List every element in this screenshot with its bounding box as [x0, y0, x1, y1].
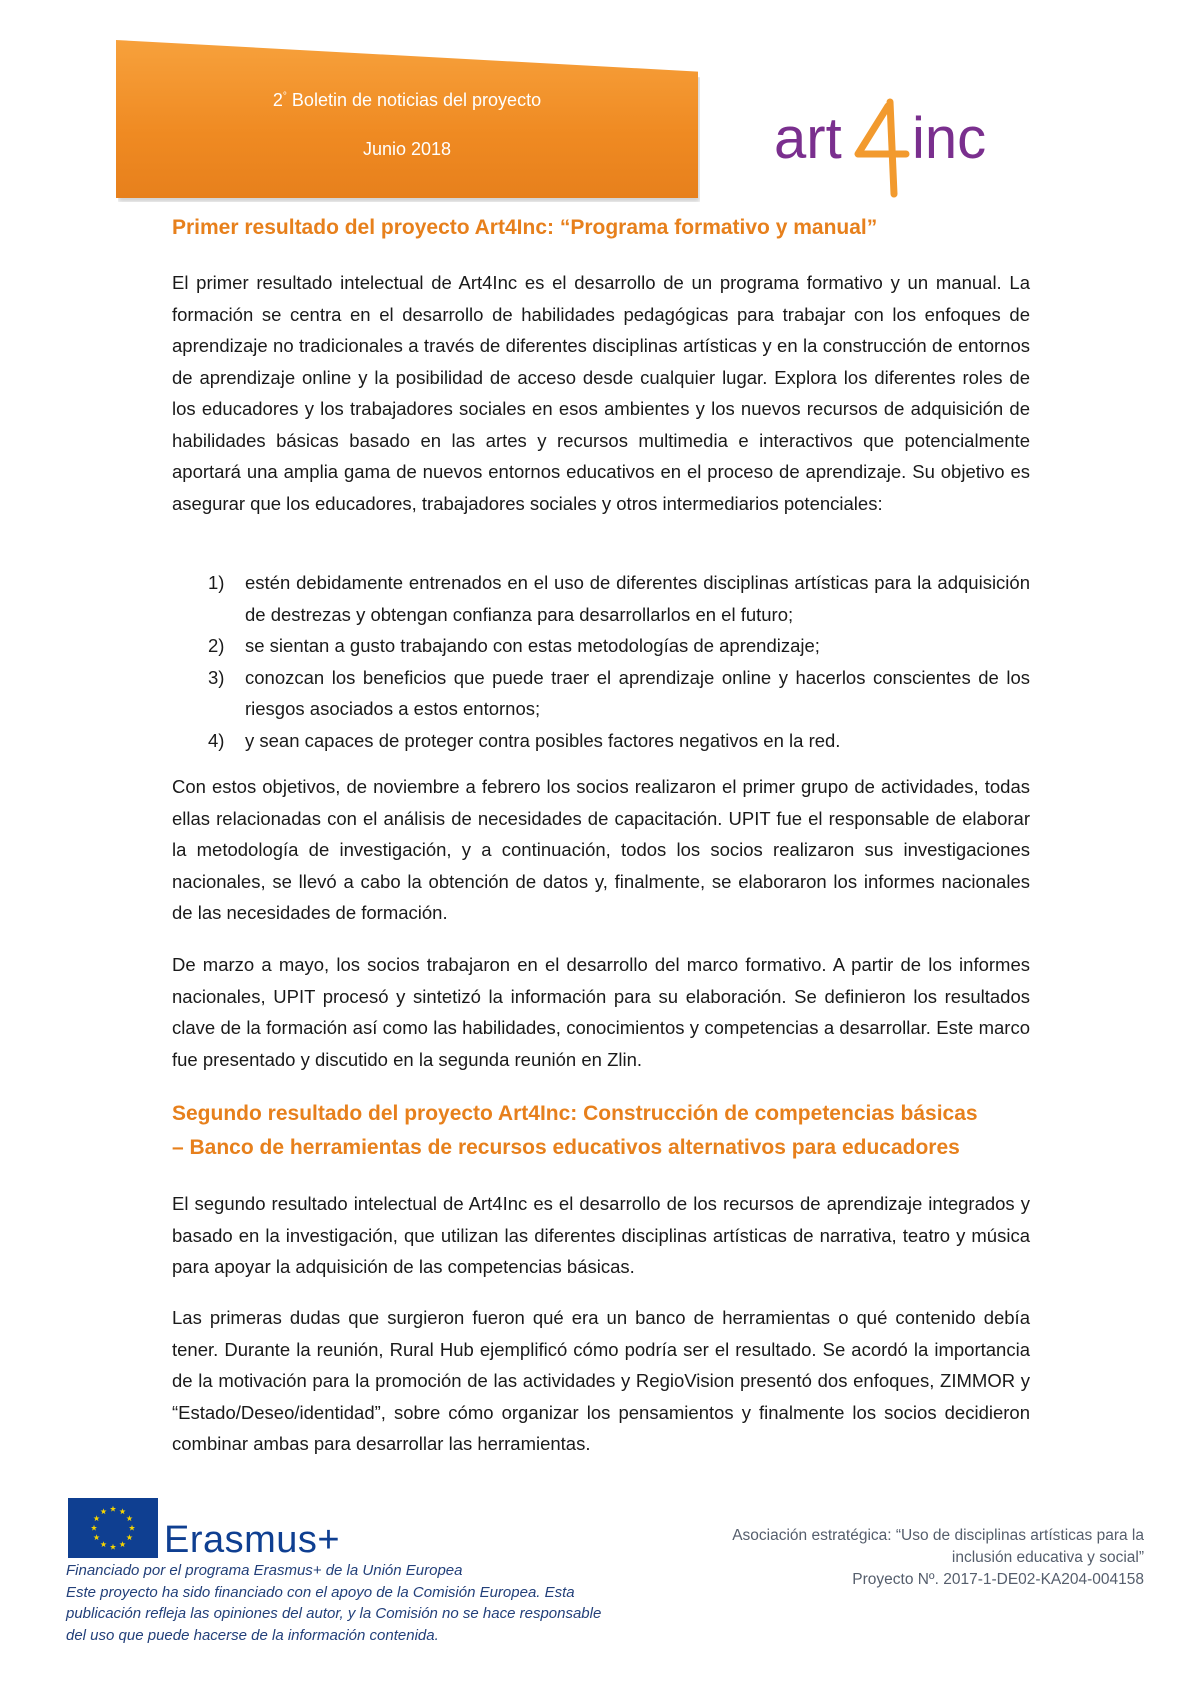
- funding-line: Financiado por el programa Erasmus+ de la Unión Europea: [66, 1562, 463, 1579]
- partnership-line: Asociación estratégica: “Uso de disciplinas artísticas para la: [732, 1527, 1144, 1544]
- partnership-line: inclusión educativa y social”: [951, 1549, 1144, 1566]
- list-item: [172, 567, 1030, 630]
- header-banner: [116, 40, 698, 198]
- section2-paragraph-2: [172, 1302, 1030, 1460]
- section1-intro-text: El primer resultado intelectual de Art4Inc es el desarrollo de un programa formativo y un manual. La formación se centra en el desarrollo de habilidades pedagógicas para trabajar con los enfoques de aprendizaje no tradicionales a través de diferentes disciplinas artísticas y en la construcción de entornos de aprendizaje online y la posibilidad de acceso desde cualquier lugar. Explora los diferentes roles de los educadores y los trabajadores sociales en esos ambientes y los nuevos recursos de adquisición de habilidades básicas basado en las artes y recursos multimedia e interactivos que potencialmente aportará una amplia gama de nuevos entornos educativos en el proceso de aprendizaje. Su objetivo es asegurar que los educadores, trabajadores sociales y otros intermediarios potenciales:: [172, 272, 1030, 514]
- section2-para1-text: El segundo resultado intelectual de Art4Inc es el desarrollo de los recursos de aprendizaje integrados y basado en la investigación, que utilizan las diferentes disciplinas artísticas de narrativa, teatro y música para apoyar la adquisición de las competencias básicas.: [172, 1193, 1030, 1277]
- list-item: [172, 630, 1030, 662]
- list-number: 4): [208, 729, 225, 751]
- objectives-list: [172, 567, 1030, 756]
- funding-disclaimer: [66, 1560, 666, 1646]
- section2-para2-text: Las primeras dudas que surgieron fueron qué era un banco de herramientas o qué contenido debía tener. Durante la reunión, Rural Hub ejemplificó cómo podría ser el resultado. Se acordó la importancia de la motivación para la promoción de las actividades y RegioVision presentó dos enfoques, ZIMMOR y “Estado/Deseo/identidad”, sobre cómo organizar los pensamientos y finalmente los socios decidieron combinar ambas para desarrollar las herramientas.: [172, 1307, 1030, 1454]
- list-number: 2): [208, 635, 225, 656]
- newsletter-title: [116, 86, 698, 111]
- logo-text-art: art: [774, 106, 842, 171]
- eu-flag-icon: [68, 1498, 158, 1558]
- list-text: se sientan a gusto trabajando con estas metodologías de aprendizaje;: [245, 635, 820, 656]
- section2-title-line1: Segundo resultado del proyecto Art4Inc: Construcción de competencias básicas: [172, 1102, 978, 1125]
- funding-line: publicación refleja las opiniones del autor, y la Comisión no se hace responsable: [66, 1605, 602, 1622]
- newsletter-label: Boletin de noticias del proyecto: [286, 90, 542, 110]
- section1-intro: [172, 267, 1030, 519]
- list-text: estén debidamente entrenados en el uso de diferentes disciplinas artísticas para la adquisición de destrezas y obtengan confianza para desarrollarlos en el futuro;: [245, 572, 1030, 625]
- section2-title-line2: – Banco de herramientas de recursos educativos alternativos para educadores: [172, 1136, 960, 1159]
- partnership-info: [640, 1525, 1144, 1591]
- section1-paragraph-3: [172, 949, 1030, 1075]
- section2-paragraph-1: [172, 1188, 1030, 1283]
- section1-para3-text: De marzo a mayo, los socios trabajaron en el desarrollo del marco formativo. A partir de los informes nacionales, UPIT procesó y sintetizó la información para su elaboración. Se definieron los resultados clave de la formación así como las habilidades, conocimientos y competencias a desarrollar. Este marco fue presentado y discutido en la segunda reunión en Zlin.: [172, 954, 1030, 1070]
- newsletter-superscript: °: [282, 91, 287, 102]
- newsletter-date: Junio 2018: [362, 139, 452, 159]
- logo-digit-shape: [858, 102, 906, 194]
- list-text: conozcan los beneficios que puede traer el aprendizaje online y hacerlos conscientes de los riesgos asociados a estos entornos;: [245, 666, 1030, 719]
- funding-line: Este proyecto ha sido financiado con el apoyo de la Comisión Europea. Esta: [66, 1583, 575, 1601]
- erasmus-plus-logo: Erasmus+: [164, 1519, 341, 1561]
- section1-paragraph-2: [172, 771, 1030, 929]
- newsletter-number: 2: [272, 90, 283, 110]
- project-number: Proyecto Nº. 2017-1-DE02-KA204-004158: [852, 1571, 1144, 1588]
- art4inc-logo: [774, 76, 1034, 201]
- list-item: [172, 662, 1030, 725]
- section1-para2-text: Con estos objetivos, de noviembre a febrero los socios realizaron el primer grupo de actividades, todas ellas relacionadas con el análisis de necesidades de capacitación. UPIT fue el responsable de elaborar la metodología de investigación, y a continuación, todos los socios realizaron sus investigaciones nacionales, se llevó a cabo la obtención de datos y, finalmente, se elaboraron los informes nacionales de las necesidades de formación.: [172, 776, 1030, 923]
- list-text: y sean capaces de proteger contra posibles factores negativos en la red.: [245, 729, 841, 751]
- list-number: 1): [208, 572, 225, 593]
- funding-line: del uso que puede hacerse de la información contenida.: [66, 1626, 439, 1644]
- list-item: [172, 725, 1030, 757]
- logo-text-inc: inc: [912, 106, 987, 171]
- list-number: 3): [208, 666, 225, 688]
- section1-title: Primer resultado del proyecto Art4Inc: “Programa formativo y manual”: [172, 216, 878, 239]
